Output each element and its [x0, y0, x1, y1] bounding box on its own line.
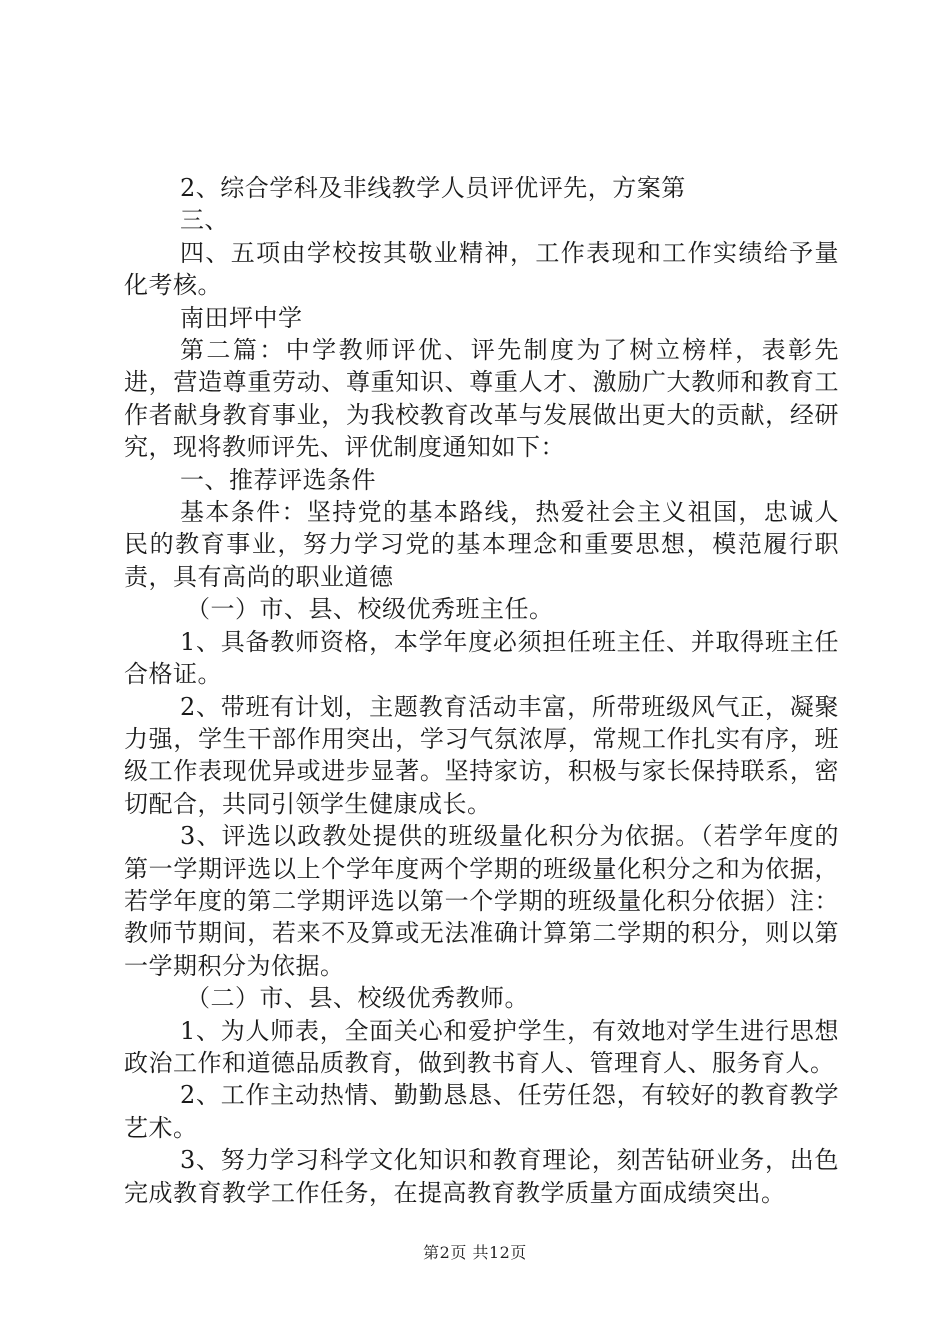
heading-recommendation-criteria: 一、推荐评选条件 [180, 465, 376, 494]
paragraph-item-15: 3、努力学习科学文化知识和教育理论，刻苦钻研业务，出色完成教育教学工作任务，在提高教育教学质量方面成绩突出。 [124, 1146, 839, 1207]
document-body [124, 172, 839, 1209]
paragraph-item-10: 2、带班有计划，主题教育活动丰富，所带班级风气正，凝聚力强，学生干部作用突出，学习气氛浓厚，常规工作扎实有序，班级工作表现优异或进步显著。坚持家访，积极与家长保持联系，密切配合，共同引领学生健康成长。 [124, 692, 839, 818]
paragraph-item-1: 2、综合学科及非线教学人员评优评先，方案第 [180, 174, 686, 202]
basic-conditions: 基本条件：坚持党的基本路线，热爱社会主义祖国，忠诚人民的教育事业，努力学习党的基本理念和重要思想，模范履行职责，具有高尚的职业道德 [124, 498, 839, 591]
section-title-part-two: 第二篇：中学教师评优、评先制度为了树立榜样，表彰先进，营造尊重劳动、尊重知识、尊重人才、激励广大教师和教育工作者献身教育事业，为我校教育改革与发展做出更大的贡献，经研究，现将教师评先、评优制度通知如下： [124, 336, 839, 462]
paragraph-item-11: 3、评选以政教处提供的班级量化积分为依据。（若学年度的第一学期评选以上个学年度两个学期的班级量化积分之和为依据，若学年度的第二学期评选以第一个学期的班级量化积分依据）注：教师节期间，若来不及算或无法准确计算第二学期的积分，则以第一学期积分为依据。 [124, 822, 839, 980]
page-number-footer: 第2页 共12页 [423, 1243, 527, 1262]
school-name: 南田坪中学 [180, 303, 303, 332]
paragraph-item-9: 1、具备教师资格，本学年度必须担任班主任、并取得班主任合格证。 [124, 627, 839, 689]
heading-excellent-head-teacher: （一）市、县、校级优秀班主任。 [186, 595, 554, 624]
paragraph-item-3: 四、五项由学校按其敬业精神，工作表现和工作实绩给予量化考核。 [124, 238, 839, 300]
paragraph-item-14: 2、工作主动热情、勤勤恳恳、任劳任怨，有较好的教育教学艺术。 [124, 1081, 839, 1142]
paragraph-item-13: 1、为人师表，全面关心和爱护学生，有效地对学生进行思想政治工作和道德品质教育，做到教书育人、管理育人、服务育人。 [124, 1016, 839, 1077]
heading-excellent-teacher: （二）市、县、校级优秀教师。 [186, 984, 529, 1013]
paragraph-item-2: 三、 [180, 206, 229, 235]
